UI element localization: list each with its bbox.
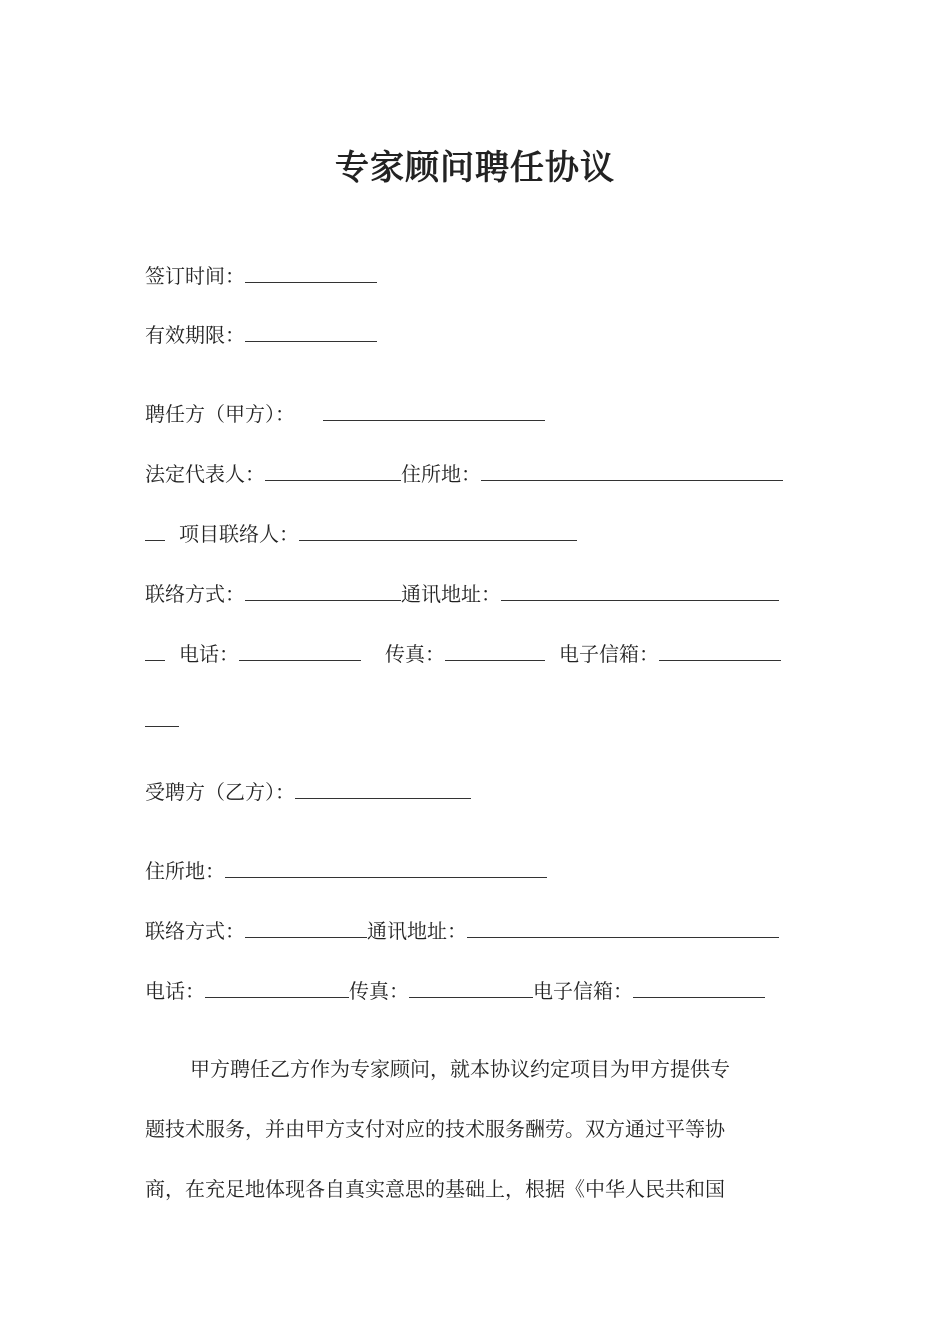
body-paragraph-line-3: 商，在充足地体现各自真实意思的基础上，根据《中华人民共和国 — [145, 1177, 725, 1201]
fax-b-label: 传真： — [349, 979, 409, 1003]
project-contact-label: 项目联络人： — [179, 522, 299, 546]
phone-a-label: 电话： — [179, 642, 239, 666]
address-a-blank-cont[interactable] — [145, 522, 165, 541]
phone-a-row — [145, 640, 805, 668]
phone-b-label: 电话： — [145, 979, 205, 1003]
party-a-blank[interactable] — [323, 402, 545, 421]
fax-b-blank[interactable] — [409, 979, 533, 998]
body-paragraph-line-2: 题技术服务，并由甲方支付对应的技术服务酬劳。双方通过平等协 — [145, 1117, 725, 1141]
mail-address-a-blank-cont[interactable] — [145, 642, 165, 661]
email-a-label: 电子信箱： — [559, 642, 659, 666]
contact-method-b-label: 联络方式： — [145, 919, 245, 943]
phone-a-blank[interactable] — [239, 642, 361, 661]
address-b-blank[interactable] — [225, 859, 547, 878]
contact-b-row — [145, 917, 805, 945]
validity-blank[interactable] — [245, 323, 377, 342]
party-b-row — [145, 778, 805, 806]
address-a-label: 住所地： — [401, 462, 481, 486]
legal-rep-label: 法定代表人： — [145, 462, 265, 486]
contact-method-a-blank[interactable] — [245, 582, 401, 601]
fax-a-label: 传真： — [385, 642, 445, 666]
phone-b-blank[interactable] — [205, 979, 349, 998]
phone-b-row — [145, 977, 805, 1005]
sign-time-blank[interactable] — [245, 264, 377, 283]
mail-address-a-label: 通讯地址： — [401, 582, 501, 606]
sign-time-row — [145, 262, 805, 290]
contact-method-b-blank[interactable] — [245, 919, 367, 938]
address-b-label: 住所地： — [145, 859, 225, 883]
legal-rep-row — [145, 460, 805, 488]
contact-method-a-label: 联络方式： — [145, 582, 245, 606]
legal-rep-blank[interactable] — [265, 462, 401, 481]
email-a-cont-row — [145, 706, 805, 734]
email-a-blank-cont[interactable] — [145, 708, 179, 727]
validity-row — [145, 321, 805, 349]
fax-a-blank[interactable] — [445, 642, 545, 661]
party-a-row — [145, 400, 805, 428]
body-paragraph-line-1: 甲方聘任乙方作为专家顾问，就本协议约定项目为甲方提供专 — [190, 1057, 730, 1081]
email-a-blank[interactable] — [659, 642, 781, 661]
mail-address-b-label: 通讯地址： — [367, 919, 467, 943]
project-contact-row — [145, 520, 805, 548]
party-b-label: 受聘方（乙方）： — [145, 780, 295, 804]
project-contact-blank[interactable] — [299, 522, 577, 541]
party-b-blank[interactable] — [295, 780, 471, 799]
contact-a-row — [145, 580, 805, 608]
document-title: 专家顾问聘任协议 — [335, 148, 615, 188]
sign-time-label: 签订时间： — [145, 264, 245, 288]
mail-address-b-blank[interactable] — [467, 919, 779, 938]
email-b-blank[interactable] — [633, 979, 765, 998]
mail-address-a-blank[interactable] — [501, 582, 779, 601]
validity-label: 有效期限： — [145, 323, 245, 347]
party-a-label: 聘任方（甲方）： — [145, 402, 295, 426]
address-a-blank[interactable] — [481, 462, 783, 481]
address-b-row — [145, 857, 805, 885]
email-b-label: 电子信箱： — [533, 979, 633, 1003]
